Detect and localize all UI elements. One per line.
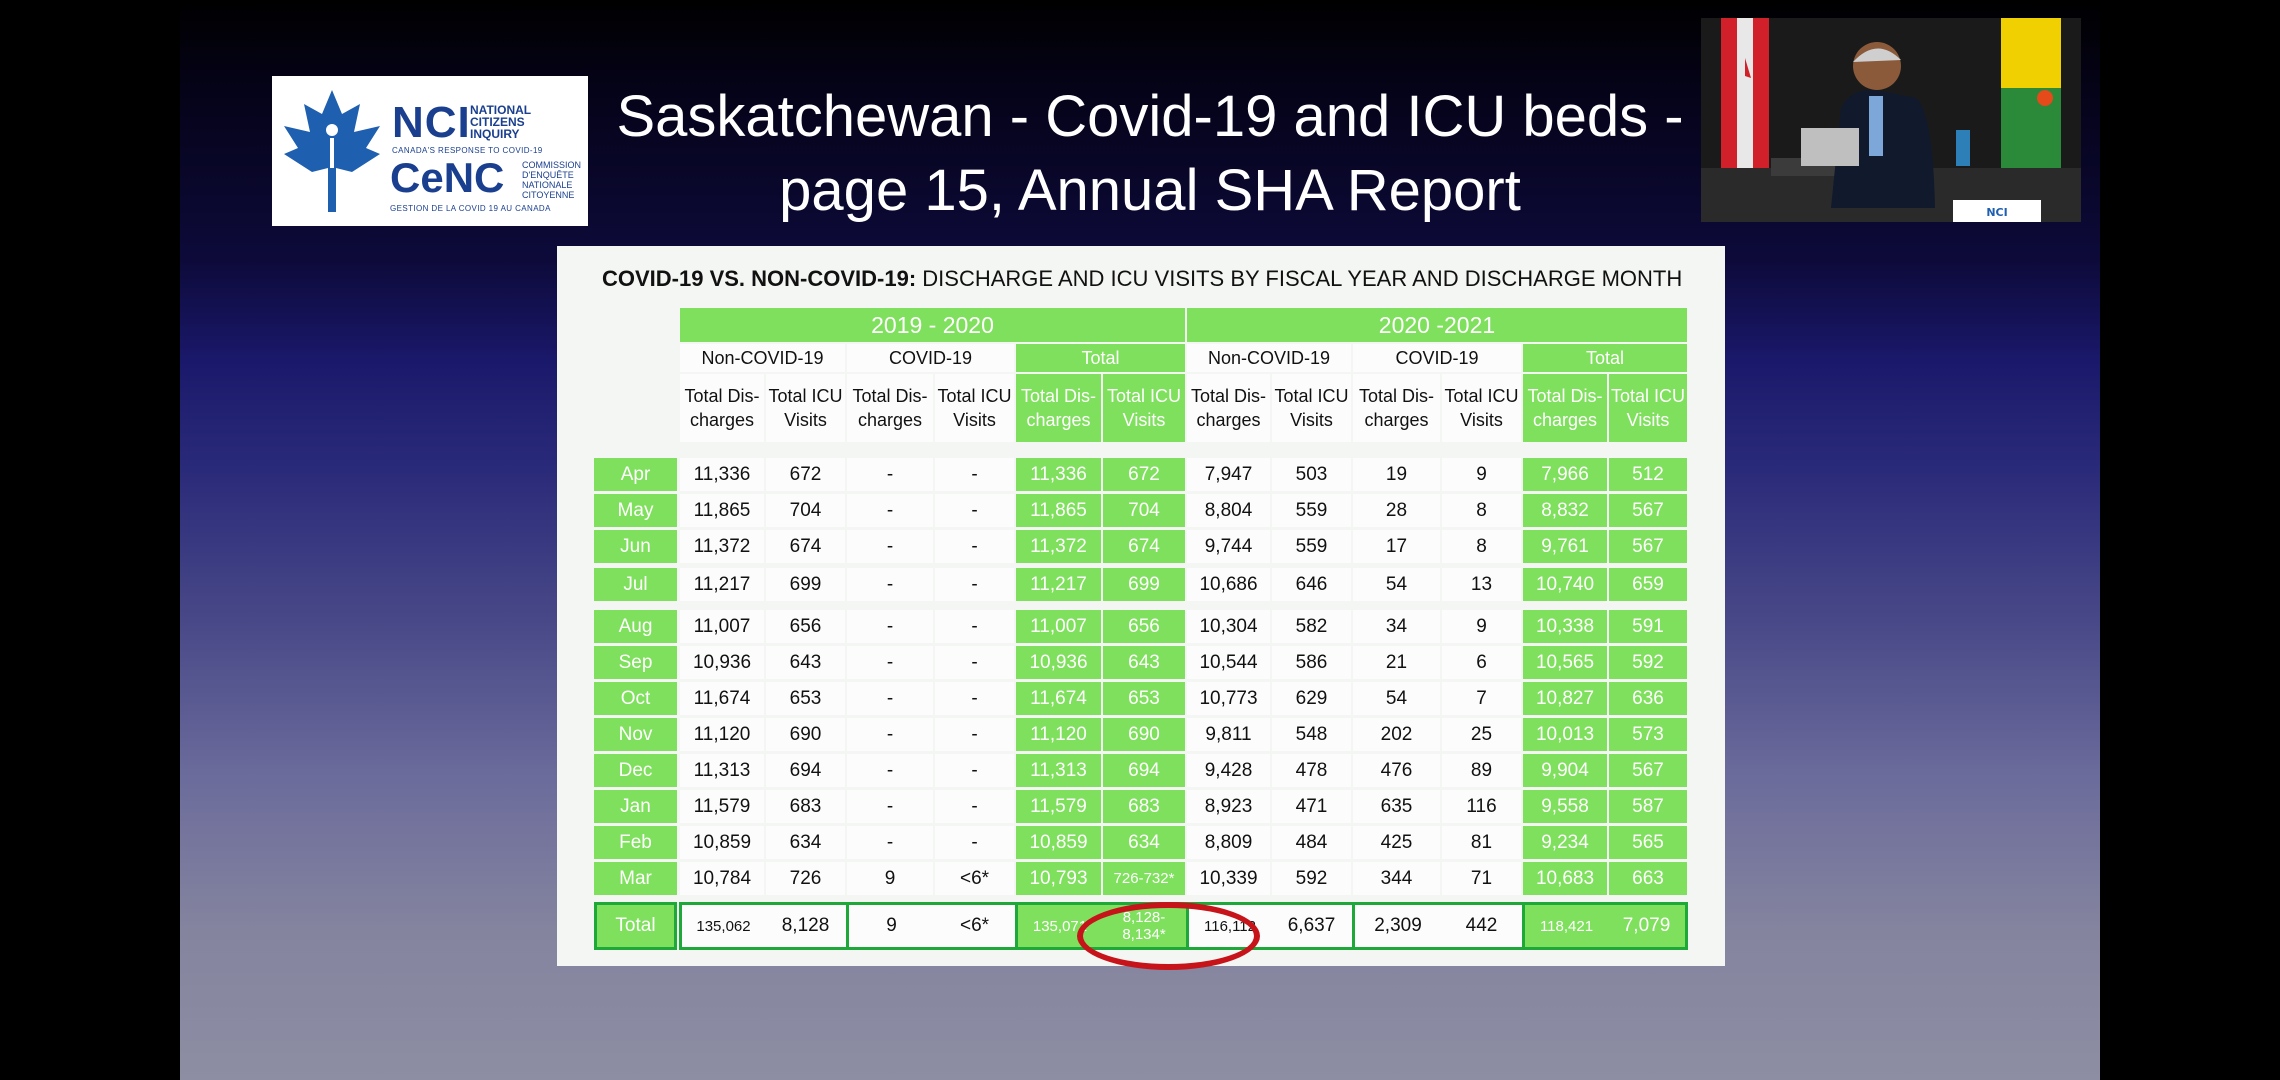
table-cell: 89	[1442, 754, 1521, 787]
table-cell: 8,923	[1187, 790, 1270, 823]
table-cell: 11,120	[1016, 718, 1101, 751]
table-cell: 591	[1609, 610, 1687, 643]
table-cell: 11,372	[1016, 530, 1101, 563]
nci-logo	[272, 76, 588, 226]
table-cell: 690	[1103, 718, 1185, 751]
table-cell: 9,234	[1523, 826, 1607, 859]
total-label: Total	[594, 902, 677, 950]
table-cell: 629	[1272, 682, 1351, 715]
nci-wordmark: NCI	[392, 98, 471, 147]
total-cell: 2,309	[1352, 902, 1441, 950]
table-cell: 9,558	[1523, 790, 1607, 823]
month-label: Jul	[594, 568, 677, 601]
total-cell: 8,128	[765, 902, 846, 950]
column-header: Total ICU Visits	[1609, 374, 1687, 442]
month-label: Jan	[594, 790, 677, 823]
table-cell: 9	[847, 862, 933, 895]
table-cell: 683	[1103, 790, 1185, 823]
group-header: Non-COVID-19	[680, 344, 845, 372]
table-cell: 582	[1272, 610, 1351, 643]
table-cell: -	[935, 826, 1014, 859]
table-cell: 25	[1442, 718, 1521, 751]
table-cell: 10,859	[1016, 826, 1101, 859]
table-cell: 8,809	[1187, 826, 1270, 859]
table-cell: -	[847, 682, 933, 715]
table-cell: 704	[1103, 494, 1185, 527]
table-cell: 10,304	[1187, 610, 1270, 643]
table-cell: 11,313	[680, 754, 764, 787]
table-cell: 8	[1442, 530, 1521, 563]
table-cell: 674	[766, 530, 845, 563]
table-cell: 10,683	[1523, 862, 1607, 895]
slide-heading-rest: DISCHARGE AND ICU VISITS BY FISCAL YEAR AND DISCHARGE MONTH	[916, 266, 1683, 291]
table-cell: 10,827	[1523, 682, 1607, 715]
cenc-tagline: GESTION DE LA COVID 19 AU CANADA	[390, 204, 551, 213]
table-cell: 11,007	[1016, 610, 1101, 643]
month-label: Aug	[594, 610, 677, 643]
table-cell: 10,936	[680, 646, 764, 679]
table-cell: 6	[1442, 646, 1521, 679]
table-cell: 512	[1609, 458, 1687, 491]
column-header: Total Dis- charges	[680, 374, 764, 442]
red-highlight-ring	[1077, 902, 1260, 970]
table-cell: 478	[1272, 754, 1351, 787]
table-cell: 9,811	[1187, 718, 1270, 751]
table-cell: -	[935, 568, 1014, 601]
table-cell: 202	[1353, 718, 1440, 751]
total-cell: 135,071	[1015, 902, 1102, 950]
column-header: Total ICU Visits	[766, 374, 845, 442]
table-cell: 10,544	[1187, 646, 1270, 679]
table-slide	[557, 246, 1725, 966]
table-cell: 11,865	[1016, 494, 1101, 527]
column-header: Total Dis- charges	[1016, 374, 1101, 442]
table-cell: -	[935, 790, 1014, 823]
table-cell: 10,859	[680, 826, 764, 859]
table-cell: 634	[1103, 826, 1185, 859]
month-label: Nov	[594, 718, 677, 751]
table-cell: 573	[1609, 718, 1687, 751]
table-cell: 471	[1272, 790, 1351, 823]
table-cell: 11,865	[680, 494, 764, 527]
month-label: Mar	[594, 862, 677, 895]
table-cell: 11,336	[680, 458, 764, 491]
table-cell: 635	[1353, 790, 1440, 823]
table-cell: -	[847, 494, 933, 527]
table-cell: 8	[1442, 494, 1521, 527]
table-cell: 81	[1442, 826, 1521, 859]
total-cell: 135,062	[679, 902, 765, 950]
table-cell: 592	[1272, 862, 1351, 895]
column-header: Total ICU Visits	[935, 374, 1014, 442]
table-cell: 567	[1609, 754, 1687, 787]
table-cell: 656	[766, 610, 845, 643]
total-cell: <6*	[934, 902, 1015, 950]
slide-heading-bold: COVID-19 VS. NON-COVID-19:	[602, 266, 917, 291]
table-cell: 565	[1609, 826, 1687, 859]
table-cell: 672	[766, 458, 845, 491]
fiscal-year-header: 2020 -2021	[1187, 308, 1687, 342]
column-header: Total Dis- charges	[1523, 374, 1607, 442]
table-cell: 653	[1103, 682, 1185, 715]
table-cell: 9,904	[1523, 754, 1607, 787]
group-header: COVID-19	[1353, 344, 1521, 372]
table-cell: 690	[766, 718, 845, 751]
table-cell: 9,744	[1187, 530, 1270, 563]
table-cell: 11,579	[1016, 790, 1101, 823]
table-cell: 646	[1272, 568, 1351, 601]
total-cell: 8,128- 8,134*	[1102, 902, 1186, 950]
table-cell: 11,217	[1016, 568, 1101, 601]
table-cell: 425	[1353, 826, 1440, 859]
table-cell: -	[935, 494, 1014, 527]
table-cell: -	[935, 754, 1014, 787]
table-cell: 11,674	[1016, 682, 1101, 715]
table-cell: 726-732*	[1103, 862, 1185, 895]
table-cell: 7	[1442, 682, 1521, 715]
nci-subtitle: NATIONAL CITIZENS INQUIRY	[470, 103, 531, 141]
table-cell: 694	[1103, 754, 1185, 787]
table-cell: 674	[1103, 530, 1185, 563]
table-cell: 636	[1609, 682, 1687, 715]
table-cell: 548	[1272, 718, 1351, 751]
table-cell: 11,007	[680, 610, 764, 643]
table-cell: -	[935, 530, 1014, 563]
table-cell: 683	[766, 790, 845, 823]
svg-text:NCI: NCI	[1986, 206, 2008, 219]
table-cell: 643	[1103, 646, 1185, 679]
table-cell: 672	[1103, 458, 1185, 491]
table-cell: 8,832	[1523, 494, 1607, 527]
table-cell: 71	[1442, 862, 1521, 895]
table-cell: 21	[1353, 646, 1440, 679]
table-cell: 11,217	[680, 568, 764, 601]
table-cell: 10,784	[680, 862, 764, 895]
table-cell: 116	[1442, 790, 1521, 823]
table-cell: -	[935, 718, 1014, 751]
table-cell: 17	[1353, 530, 1440, 563]
table-cell: 7,947	[1187, 458, 1270, 491]
table-cell: 653	[766, 682, 845, 715]
table-cell: 592	[1609, 646, 1687, 679]
table-cell: 559	[1272, 530, 1351, 563]
table-cell: 586	[1272, 646, 1351, 679]
table-cell: 9,761	[1523, 530, 1607, 563]
table-cell: 10,013	[1523, 718, 1607, 751]
group-header: COVID-19	[847, 344, 1014, 372]
table-cell: -	[935, 610, 1014, 643]
total-cell: 118,421	[1522, 902, 1608, 950]
column-header: Total ICU Visits	[1272, 374, 1351, 442]
group-header: Total	[1016, 344, 1185, 372]
table-cell: 9	[1442, 610, 1521, 643]
table-cell: -	[847, 610, 933, 643]
table-cell: 567	[1609, 494, 1687, 527]
table-cell: 559	[1272, 494, 1351, 527]
column-header: Total Dis- charges	[1353, 374, 1440, 442]
month-label: Apr	[594, 458, 677, 491]
table-cell: 13	[1442, 568, 1521, 601]
group-header: Non-COVID-19	[1187, 344, 1351, 372]
table-cell: 10,773	[1187, 682, 1270, 715]
cenc-subtitle: COMMISSION D'ENQUÊTE NATIONALE CITOYENNE	[522, 160, 582, 200]
maple-leaf-icon	[280, 88, 384, 214]
table-cell: 587	[1609, 790, 1687, 823]
table-cell: -	[847, 458, 933, 491]
presentation-title: Saskatchewan - Covid-19 and ICU beds - page 15, Annual SHA Report	[616, 84, 1684, 223]
table-cell: 7,966	[1523, 458, 1607, 491]
table-cell: -	[935, 682, 1014, 715]
table-cell: 11,674	[680, 682, 764, 715]
table-cell: 726	[766, 862, 845, 895]
table-cell: 694	[766, 754, 845, 787]
month-label: May	[594, 494, 677, 527]
column-header: Total ICU Visits	[1103, 374, 1185, 442]
table-cell: <6*	[935, 862, 1014, 895]
slide-heading	[602, 266, 1682, 292]
table-cell: 10,339	[1187, 862, 1270, 895]
table-cell: 10,936	[1016, 646, 1101, 679]
total-cell: 6,637	[1271, 902, 1352, 950]
total-cell: 442	[1441, 902, 1522, 950]
table-cell: -	[847, 826, 933, 859]
month-label: Jun	[594, 530, 677, 563]
table-cell: 704	[766, 494, 845, 527]
nci-tagline: CANADA'S RESPONSE TO COVID-19	[392, 146, 543, 155]
column-header: Total Dis- charges	[847, 374, 933, 442]
cenc-wordmark: CeNC	[390, 154, 505, 201]
table-cell: 567	[1609, 530, 1687, 563]
table-cell: -	[935, 458, 1014, 491]
table-cell: 344	[1353, 862, 1440, 895]
table-cell: 11,372	[680, 530, 764, 563]
table-cell: 28	[1353, 494, 1440, 527]
table-cell: 699	[766, 568, 845, 601]
table-cell: 11,336	[1016, 458, 1101, 491]
table-cell: 10,793	[1016, 862, 1101, 895]
column-header: Total ICU Visits	[1442, 374, 1521, 442]
table-cell: 8,804	[1187, 494, 1270, 527]
month-label: Sep	[594, 646, 677, 679]
table-cell: 34	[1353, 610, 1440, 643]
total-cell: 9	[846, 902, 934, 950]
table-cell: -	[847, 646, 933, 679]
table-cell: 10,740	[1523, 568, 1607, 601]
table-cell: 54	[1353, 568, 1440, 601]
column-header: Total Dis- charges	[1187, 374, 1270, 442]
table-cell: 9	[1442, 458, 1521, 491]
month-label: Feb	[594, 826, 677, 859]
table-cell: 476	[1353, 754, 1440, 787]
group-header: Total	[1523, 344, 1687, 372]
month-label: Dec	[594, 754, 677, 787]
table-cell: -	[847, 718, 933, 751]
table-cell: -	[847, 754, 933, 787]
table-cell: 10,686	[1187, 568, 1270, 601]
table-cell: 503	[1272, 458, 1351, 491]
table-cell: 659	[1609, 568, 1687, 601]
table-cell: 634	[766, 826, 845, 859]
table-cell: 663	[1609, 862, 1687, 895]
table-cell: -	[935, 646, 1014, 679]
speaker-camera-inset	[1701, 18, 2081, 222]
total-cell: 116,112	[1186, 902, 1271, 950]
table-cell: 11,313	[1016, 754, 1101, 787]
table-cell: 10,565	[1523, 646, 1607, 679]
table-cell: 484	[1272, 826, 1351, 859]
table-cell: 9,428	[1187, 754, 1270, 787]
table-cell: 11,120	[680, 718, 764, 751]
fiscal-year-header: 2019 - 2020	[680, 308, 1185, 342]
table-cell: 11,579	[680, 790, 764, 823]
month-label: Oct	[594, 682, 677, 715]
table-cell: 643	[766, 646, 845, 679]
table-cell: -	[847, 568, 933, 601]
table-cell: 656	[1103, 610, 1185, 643]
presentation-stage	[180, 0, 2100, 1080]
table-cell: -	[847, 530, 933, 563]
speaker-video-frame	[1701, 18, 2081, 222]
table-cell: 19	[1353, 458, 1440, 491]
table-cell: 54	[1353, 682, 1440, 715]
table-cell: 699	[1103, 568, 1185, 601]
table-cell: -	[847, 790, 933, 823]
total-cell: 7,079	[1608, 902, 1688, 950]
table-cell: 10,338	[1523, 610, 1607, 643]
